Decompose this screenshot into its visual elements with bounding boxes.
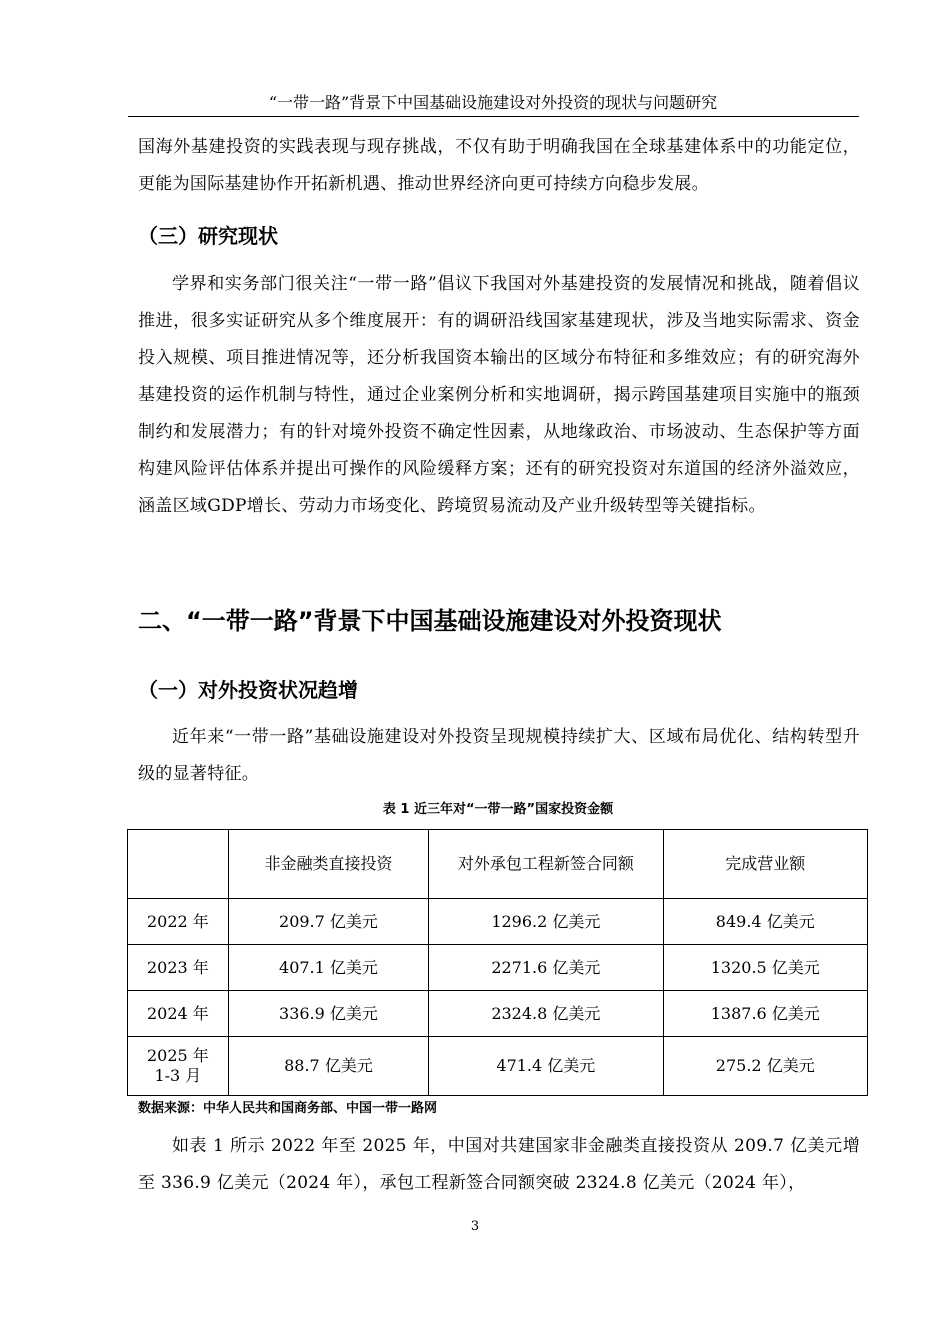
year-cell: 2023 年 [128,945,229,991]
turnover-cell: 1320.5 亿美元 [663,945,867,991]
running-header: “一带一路”背景下中国基础设施建设对外投资的现状与问题研究 [268,93,718,112]
table-header-cell: 完成营业额 [663,830,867,899]
header-divider [128,116,859,117]
turnover-cell: 275.2 亿美元 [663,1037,867,1096]
year-cell: 2025 年 1-3 月 [128,1037,229,1096]
table-row [128,1037,868,1096]
investment-table [127,829,868,1096]
contracts-cell: 471.4 亿美元 [429,1037,663,1096]
table-source-note: 数据来源：中华人民共和国商务部、中国一带一路网 [138,1101,438,1116]
fdi-cell: 209.7 亿美元 [228,899,428,945]
table-header-row [128,830,868,899]
contracts-cell: 1296.2 亿美元 [429,899,663,945]
contracts-cell: 2271.6 亿美元 [429,945,663,991]
chapter-heading: 二、“一带一路”背景下中国基础设施建设对外投资现状 [138,607,722,635]
table-row [128,945,868,991]
section-heading-investment-growth: （一）对外投资状况趋增 [138,678,358,702]
section-heading-research-status: （三）研究现状 [138,224,278,248]
closing-paragraph: 如表 1 所示 2022 年至 2025 年，中国对共建国家非金融类直接投资从 209.7 亿美元增至 336.9 亿美元（2024 年），承包工程新签合同额突破 2324.8 亿美元（2024 年）， [138,1136,860,1193]
investment-growth-paragraph: 近年来“一带一路”基础设施建设对外投资呈现规模持续扩大、区域布局优化、结构转型升级的显著特征。 [138,727,860,784]
year-cell: 2022 年 [128,899,229,945]
table-header-cell: 对外承包工程新签合同额 [429,830,663,899]
fdi-cell: 88.7 亿美元 [228,1037,428,1096]
intro-paragraph: 国海外基建投资的实践表现与现存挑战，不仅有助于明确我国在全球基建体系中的功能定位，更能为国际基建协作开拓新机遇、推动世界经济向更可持续方向稳步发展。 [138,137,860,194]
fdi-cell: 407.1 亿美元 [228,945,428,991]
table-header-cell: 非金融类直接投资 [228,830,428,899]
year-cell: 2024 年 [128,991,229,1037]
table-caption: 表 1 近三年对“一带一路”国家投资金额 [382,802,614,817]
fdi-cell: 336.9 亿美元 [228,991,428,1037]
page-number: 3 [470,1219,480,1234]
turnover-cell: 1387.6 亿美元 [663,991,867,1037]
table-header-cell [128,830,229,899]
table-row [128,991,868,1037]
research-status-paragraph: 学界和实务部门很关注“一带一路”倡议下我国对外基建投资的发展情况和挑战，随着倡议推进，很多实证研究从多个维度展开：有的调研沿线国家基建现状，涉及当地实际需求、资金投入规模、项目推进情况等，还分析我国资本输出的区域分布特征和多维效应；有的研究海外基建投资的运作机制与特性，通过企业案例分析和实地调研，揭示跨国基建项目实施中的瓶颈制约和发展潜力；有的针对境外投资不确定性因素，从地缘政治、市场波动、生态保护等方面构建风险评估体系并提出可操作的风险缓释方案；还有的研究投资对东道国的经济外溢效应，涵盖区域GDP增长、劳动力市场变化、跨境贸易流动及产业升级转型等关键指标。 [138,274,860,516]
turnover-cell: 849.4 亿美元 [663,899,867,945]
contracts-cell: 2324.8 亿美元 [429,991,663,1037]
table-row [128,899,868,945]
